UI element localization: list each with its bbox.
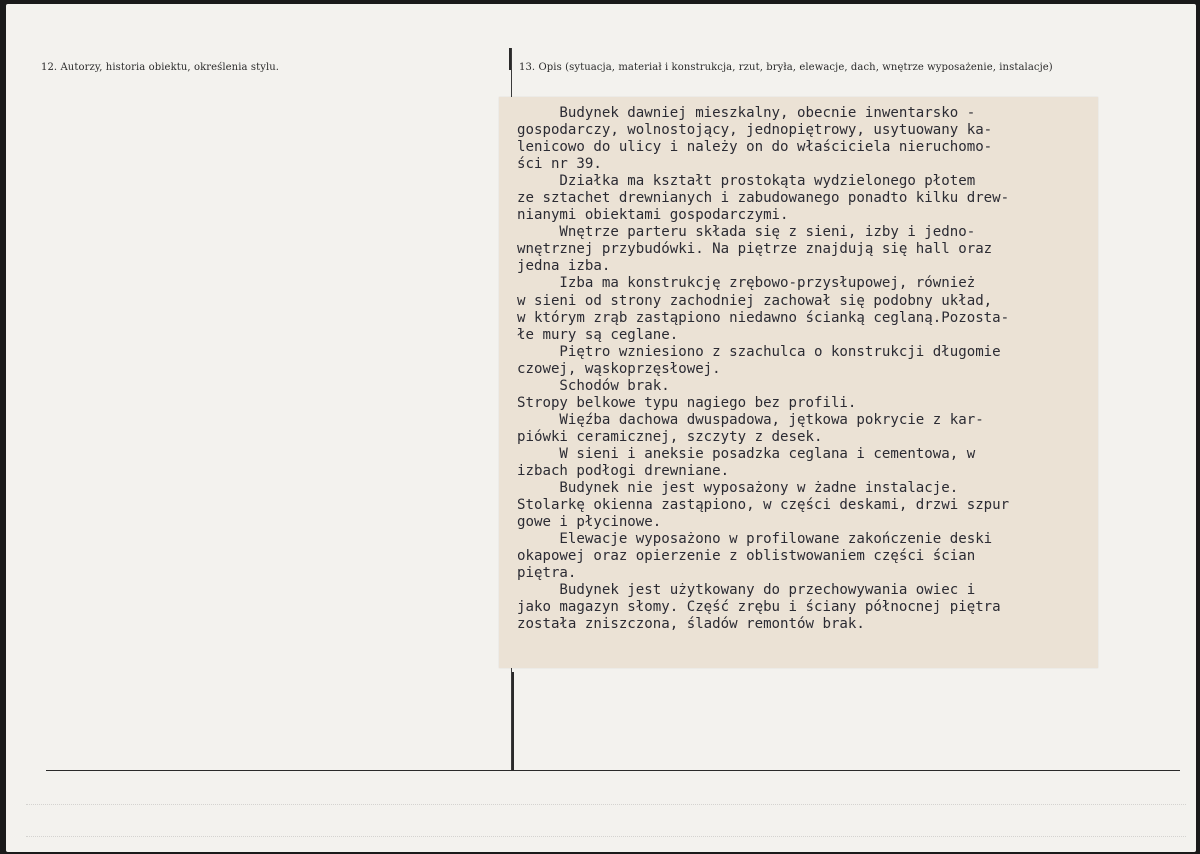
typed-line: Budynek dawniej mieszkalny, obecnie inwentarsko - [517, 105, 976, 121]
typed-line: ści nr 39. [517, 156, 602, 173]
guide-line [26, 836, 1186, 838]
typed-line: Więźba dachowa dwuspadowa, jętkowa pokrycie z kar- [517, 411, 984, 428]
typed-line: lenicowo do ulicy i należy on do właściciela nieruchomo- [517, 139, 993, 156]
typed-line: w sieni od strony zachodniej zachował się podobny układ, [517, 292, 993, 309]
typed-description-text [517, 105, 1009, 633]
typed-line: w którym zrąb zastąpiono niedawno ścianką ceglaną.Pozosta- [517, 309, 1010, 326]
typed-line: jako magazyn słomy. Część zrębu i ściany północnej piętra [517, 599, 1001, 616]
guide-line [26, 804, 1186, 806]
typed-line: czowej, wąskoprzęsłowej. [517, 360, 721, 377]
typed-line: została zniszczona, śladów remontów brak. [517, 616, 865, 633]
typed-line: wnętrznej przybudówki. Na piętrze znajdują się hall oraz [517, 241, 993, 258]
typed-line: nianymi obiektami gospodarczymi. [517, 207, 789, 224]
section-13-label: 13. Opis (sytuacja, materiał i konstrukcja, rzut, bryła, elewacje, dach, wnętrze wyposażenie, instalacje) [519, 62, 1053, 73]
typed-line: W sieni i aneksie posadzka ceglana i cementowa, w [517, 445, 976, 462]
typed-line: piówki ceramicznej, szczyty z desek. [517, 428, 823, 445]
typed-line: Stropy belkowe typu nagiego bez profili. [517, 394, 857, 411]
typed-line: łe mury są ceglane. [517, 326, 679, 343]
section-12-label: 12. Autorzy, historia obiektu, określenia stylu. [41, 62, 280, 73]
typed-line: okapowej oraz opierzenie z oblistwowaniem części ścian [517, 548, 976, 565]
typed-line: Izba ma konstrukcję zrębowo-przysłupowej, również [517, 275, 976, 292]
typed-line: piętra. [517, 565, 577, 582]
typed-line: Piętro wzniesiono z szachulca o konstrukcji długomie [517, 343, 1001, 360]
typed-line: jedna izba. [517, 258, 611, 275]
column-divider-bottom [512, 672, 514, 770]
typed-line: gowe i płycinowe. [517, 514, 662, 531]
column-divider-top [509, 48, 511, 70]
typed-line: Elewacje wyposażono w profilowane zakończenie deski [517, 531, 993, 548]
typed-line: Budynek nie jest wyposażony w żadne instalacje. [517, 480, 959, 497]
typed-line: izbach podłogi drewniane. [517, 462, 730, 479]
typed-line: Wnętrze parteru składa się z sieni, izby i jedno- [517, 224, 976, 241]
footer-rule [46, 770, 1180, 771]
typed-line: Działka ma kształt prostokąta wydzielonego płotem [517, 173, 976, 190]
typed-line: ze sztachet drewnianych i zabudowanego ponadto kilku drew- [517, 190, 1010, 207]
typed-line: Budynek jest użytkowany do przechowywania owiec i [517, 582, 976, 599]
typed-description-paper [499, 97, 1098, 668]
typed-line: Schodów brak. [517, 377, 670, 394]
typed-line: gospodarczy, wolnostojący, jednopiętrowy, usytuowany ka- [517, 122, 993, 139]
typed-line: Stolarkę okienna zastąpiono, w części deskami, drzwi szpur [517, 497, 1010, 514]
